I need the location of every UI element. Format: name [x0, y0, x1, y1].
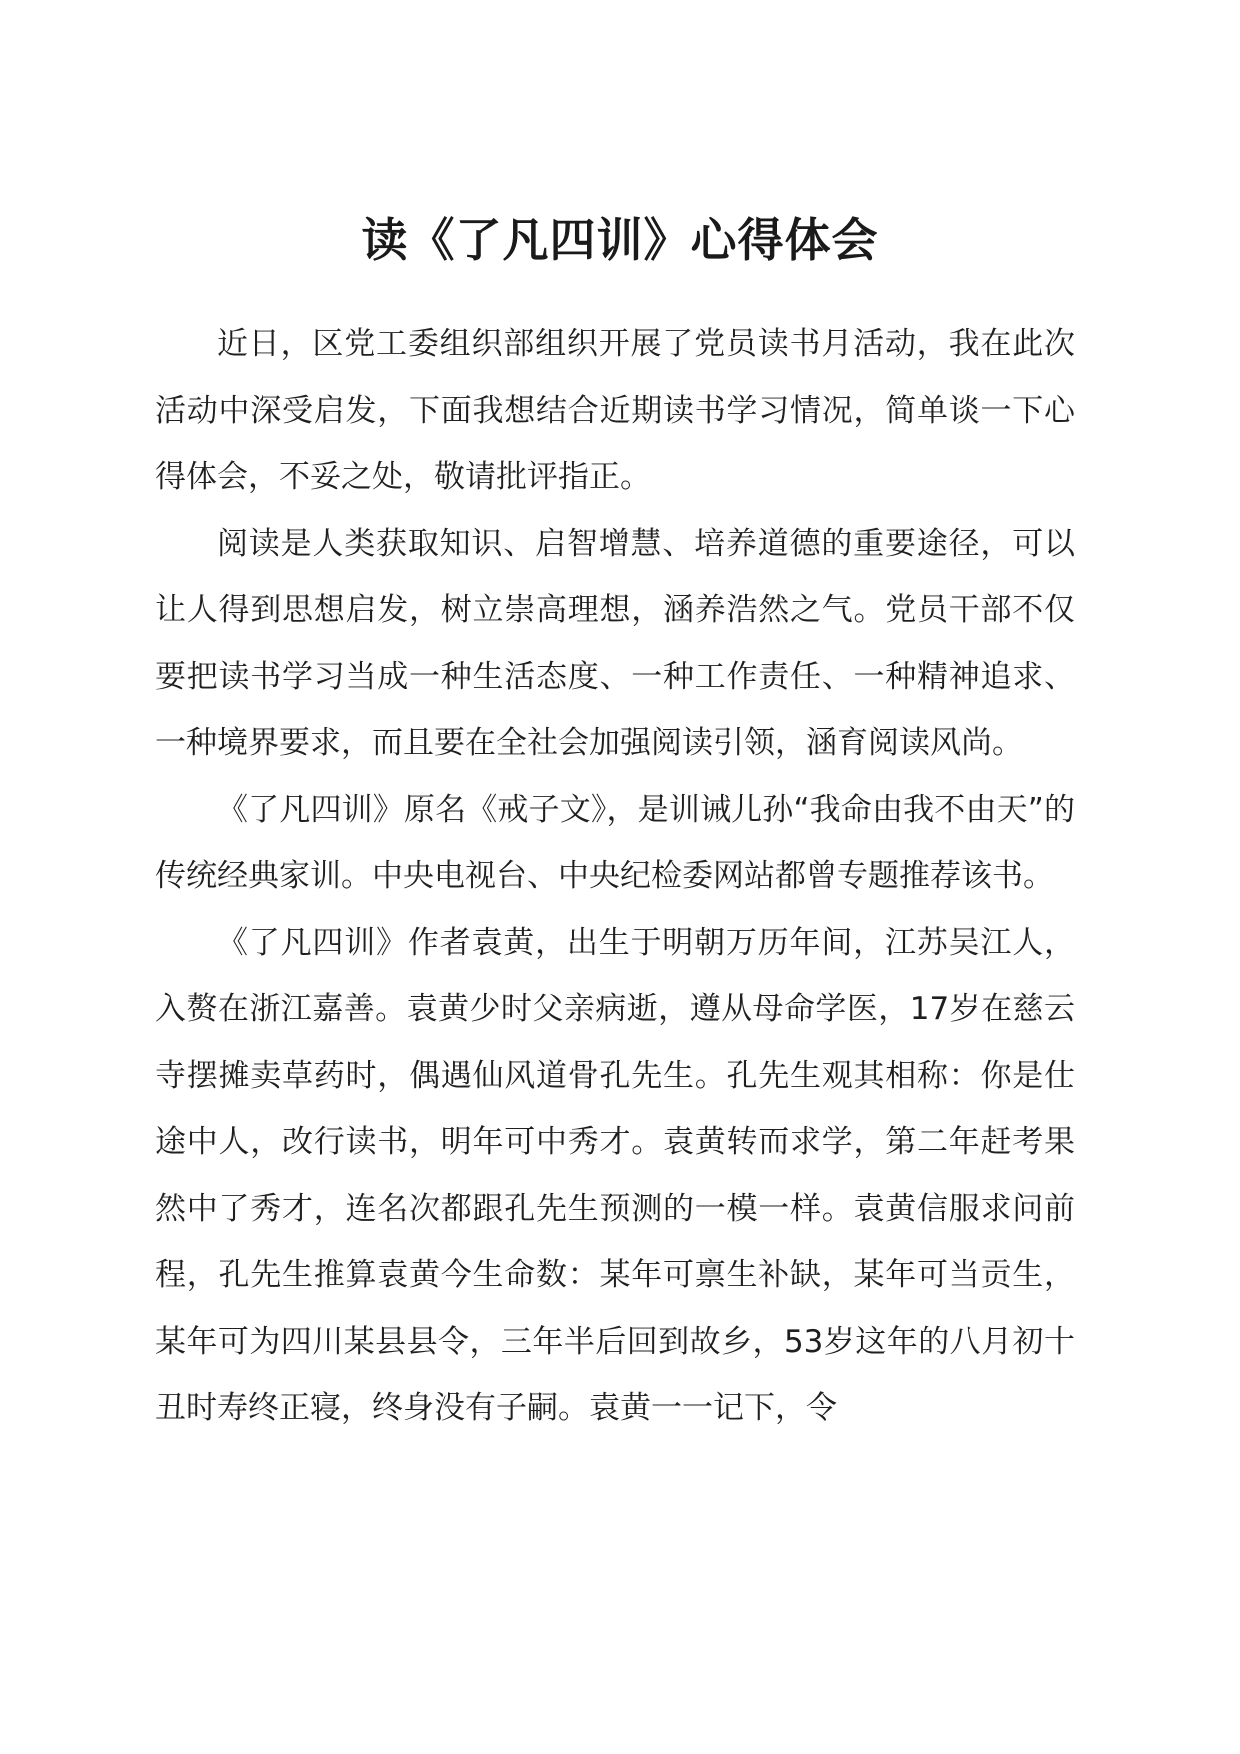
paragraph: 《了凡四训》作者袁黄，出生于明朝万历年间，江苏吴江人，入赘在浙江嘉善。袁黄少时父亲病逝，遵从母命学医，17岁在慈云寺摆摊卖草药时，偶遇仙风道骨孔先生。孔先生观其相称：你是仕途中人，改行读书，明年可中秀才。袁黄转而求学，第二年赶考果然中了秀才，连名次都跟孔先生预测的一模一样。袁黄信服求问前程，孔先生推算袁黄今生命数：某年可禀生补缺，某年可当贡生，某年可为四川某县县令，三年半后回到故乡，53岁这年的八月初十丑时寿终正寝，终身没有子嗣。袁黄一一记下，令 [155, 924, 1075, 1426]
paragraph: 《了凡四训》原名《戒子文》，是训诫儿孙“我命由我不由天”的传统经典家训。中央电视台、中央纪检委网站都曾专题推荐该书。 [155, 791, 1075, 894]
document-body [155, 311, 1075, 1442]
paragraph: 近日，区党工委组织部组织开展了党员读书月活动，我在此次活动中深受启发，下面我想结合近期读书学习情况，简单谈一下心得体会，不妥之处，敬请批评指正。 [155, 326, 1075, 495]
paragraph: 阅读是人类获取知识、启智增慧、培养道德的重要途径，可以让人得到思想启发，树立崇高理想，涵养浩然之气。党员干部不仅要把读书学习当成一种生活态度、一种工作责任、一种精神追求、一种境界要求，而且要在全社会加强阅读引领，涵育阅读风尚。 [155, 525, 1075, 761]
document-title: 读《了凡四训》心得体会 [361, 213, 879, 267]
